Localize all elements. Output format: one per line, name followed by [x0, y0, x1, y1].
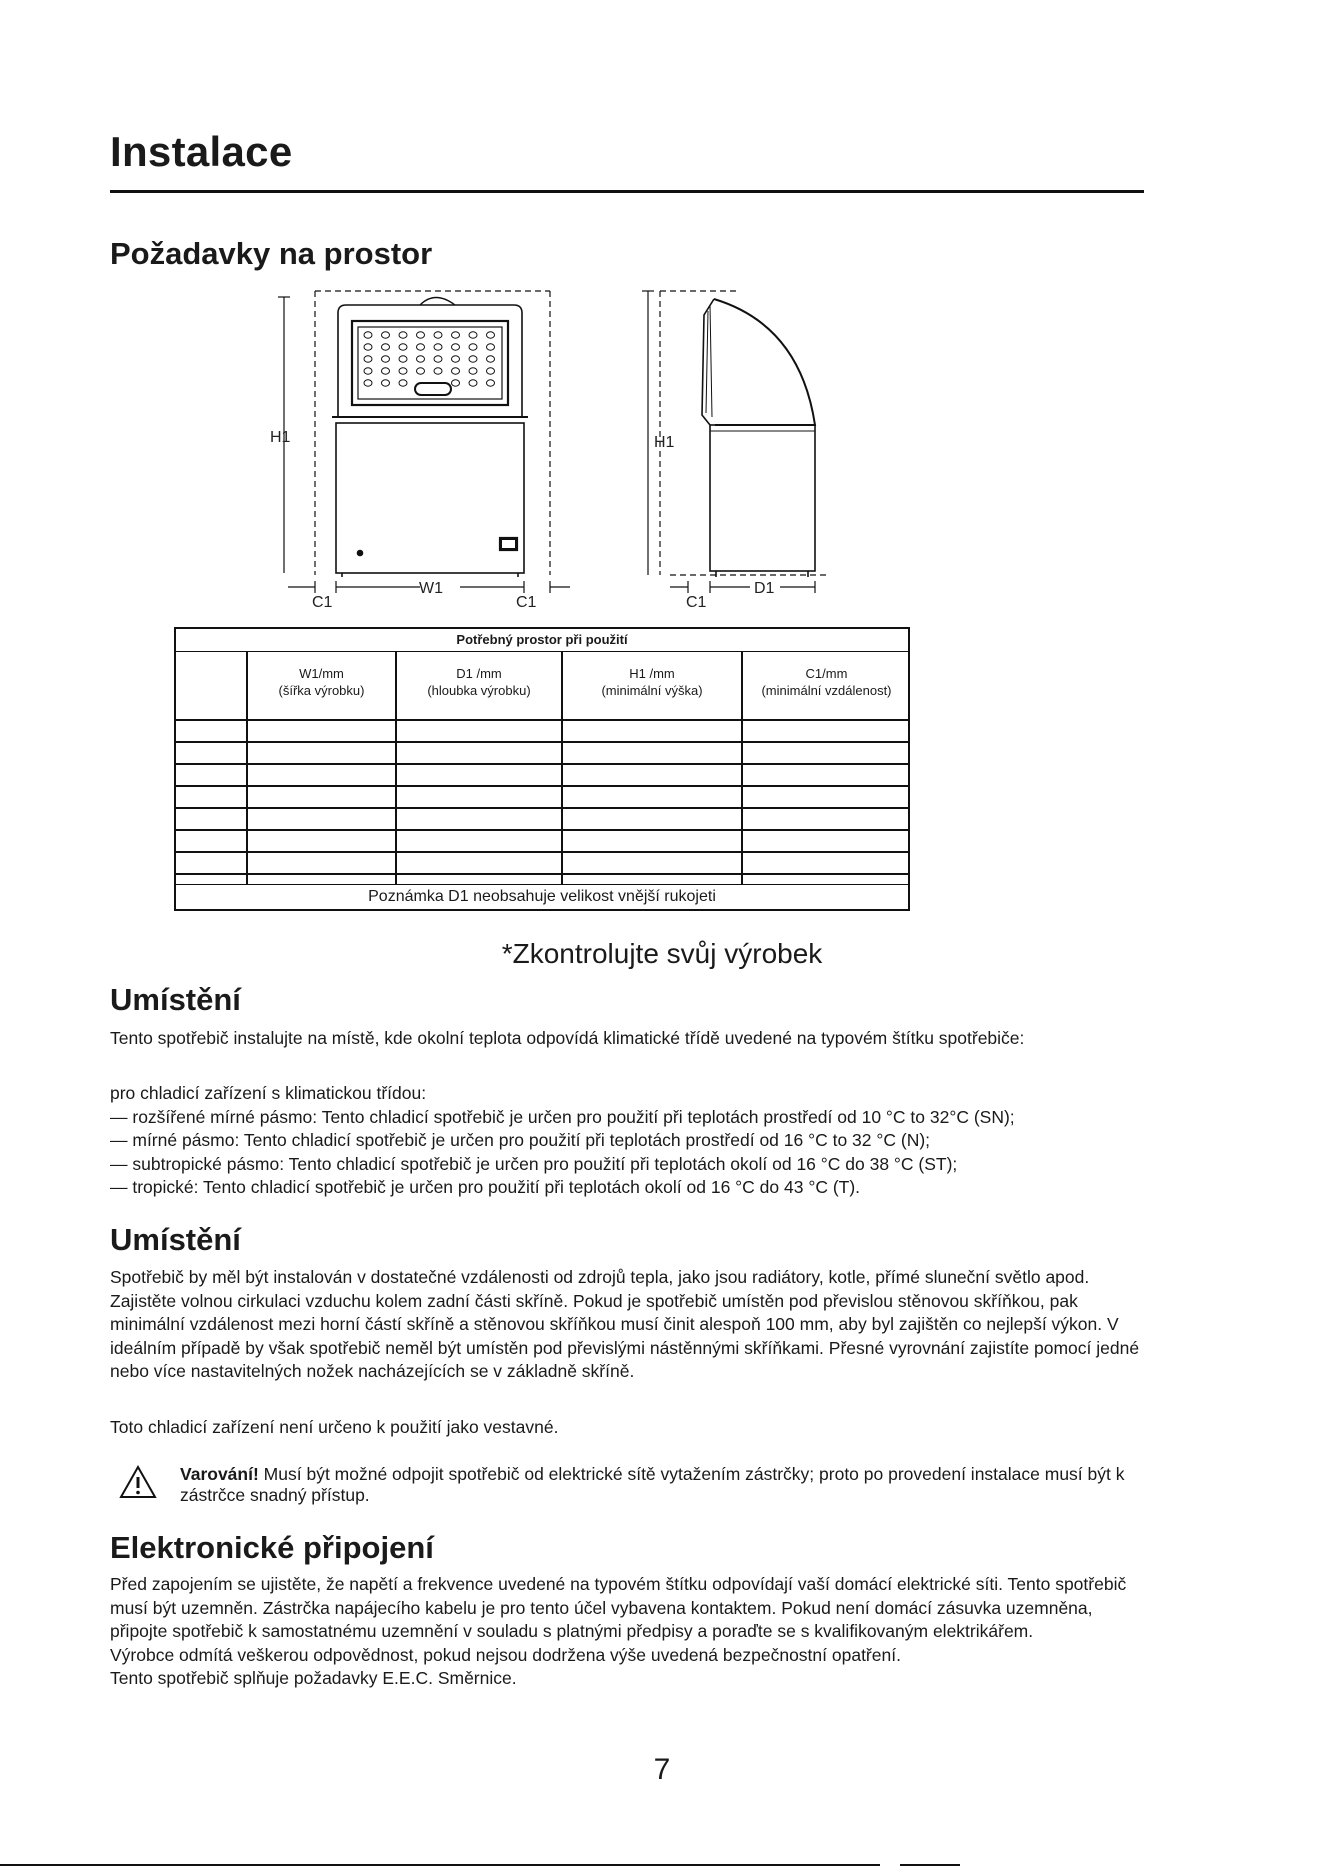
side-clearance-outline [660, 291, 830, 575]
electrical-liability: Výrobce odmítá veškerou odpovědnost, pokud nejsou dodržena výše uvedená bezpečnostní opatření. [110, 1644, 901, 1665]
title-divider [110, 190, 1144, 193]
warning-icon [118, 1464, 158, 1500]
vent-hole [469, 344, 477, 350]
table-column-header [563, 665, 741, 699]
vent-hole [364, 368, 372, 374]
vent-hole [364, 380, 372, 386]
lid-handle [415, 383, 451, 395]
table-column-header [743, 665, 910, 699]
climate-item-t: — tropické: Tento chladicí spotřebič je určen pro použití při teplotách okolí od 16 °C do 43 °C (T). [110, 1177, 861, 1197]
freezer-dimension-diagram [270, 285, 870, 625]
placement-climate-intro: Tento spotřebič instalujte na místě, kde okolní teplota odpovídá klimatické třídě uvedené na typovém štítku spotřebiče: [110, 1028, 1025, 1048]
vent-hole [487, 368, 495, 374]
vent-hole [399, 332, 407, 338]
side-d1-label: D1 [754, 580, 775, 597]
page-number: 7 [653, 1753, 671, 1786]
vent-hole [399, 356, 407, 362]
climate-item-n: — mírné pásmo: Tento chladicí spotřebič je určen pro použití při teplotách prostředí od 16 °C to 32 °C (N); [110, 1130, 931, 1150]
vent-hole [469, 368, 477, 374]
table-row [176, 763, 908, 765]
column-sub-h1: (minimální výška) [601, 683, 703, 698]
side-c1-label: C1 [686, 594, 707, 611]
column-label-c1: C1/mm [805, 666, 848, 681]
table-column-header [397, 665, 561, 699]
side-freezer-body [710, 425, 815, 577]
vent-hole [434, 332, 442, 338]
vent-hole [382, 380, 390, 386]
front-c1-left-label: C1 [312, 594, 333, 611]
electrical-paragraph: Před zapojením se ujistěte, že napětí a frekvence uvedené na typovém štítku odpovídají vaší domácí elektrické síti. Tento spotřebič musí být uzemněn. Zástrčka napájecího kabelu je pro tento účel vybavena kontaktem. Pokud není domácí zásuvka uzemněna, připojte spotřebič k samostatnému uzemnění v souladu s platnými předpisy a poraďte se s kvalifikovaným elektrikářem. [110, 1574, 1127, 1641]
footer-divider [900, 1864, 960, 1866]
placement-climate-heading: Umístění [110, 982, 241, 1017]
side-freezer-lid [702, 299, 815, 425]
climate-item-sn: — rozšířené mírné pásmo: Tento chladicí spotřebič je určen pro použití při teplotách prostředí od 10 °C to 32°C (SN); [110, 1106, 1015, 1127]
vent-hole [469, 356, 477, 362]
front-freezer-body [332, 417, 528, 577]
warning-body: Musí být možné odpojit spotřebič od elektrické sítě vytažením zástrčky; proto po provedení instalace musí být k zástrčce snadný přístup. [180, 1464, 1125, 1505]
vent-hole [399, 380, 407, 386]
table-row [176, 851, 908, 853]
lid-vent-holes [364, 332, 495, 386]
table-column-header [248, 665, 395, 699]
table-title: Potřebný prostor při použití [176, 629, 908, 652]
vent-hole [452, 332, 460, 338]
front-c1-right-label: C1 [516, 594, 537, 611]
vent-hole [382, 344, 390, 350]
vent-hole [417, 344, 425, 350]
vent-hole [399, 344, 407, 350]
vent-hole [452, 368, 460, 374]
vent-hole [434, 356, 442, 362]
table-note: Poznámka D1 neobsahuje velikost vnější rukojeti [176, 884, 908, 909]
vent-hole [364, 332, 372, 338]
vent-hole [382, 332, 390, 338]
warning-message [180, 1464, 1140, 1506]
electrical-connection-text [110, 1573, 1150, 1691]
check-product-note: *Zkontrolujte svůj výrobek [501, 938, 823, 969]
vent-hole [417, 368, 425, 374]
vent-hole [364, 344, 372, 350]
vent-hole [382, 368, 390, 374]
space-requirements-table [174, 627, 910, 911]
column-sub-d1: (hloubka výrobku) [427, 683, 531, 698]
vent-hole [487, 332, 495, 338]
vent-hole [487, 380, 495, 386]
vent-hole [417, 356, 425, 362]
column-label-d1: D1 /mm [456, 666, 502, 681]
placement-location-text: Spotřebič by měl být instalován v dostatečné vzdálenosti od zdrojů tepla, jako jsou radiátory, kotle, přímé sluneční světlo apod. Zajistěte volnou cirkulaci vzduchu kolem zadní části skříně. Pokud je spotřebič umístěn pod převislou stěnovou skříňkou, pak minimální vzdálenost mezi horní částí skříně a stěnovou skříňkou musí činit alespoň 100 mm, aby byl zajištěn co nejlepší výkon. V ideálním případě by však spotřebič neměl být umístěn pod převislými nástěnnými skříňkami. Přesné vyrovnání zajistíte pomocí jedné nebo více nastavitelných nožek nacházejících se v základně skříně. [110, 1267, 1140, 1381]
vent-hole [417, 332, 425, 338]
vent-hole [434, 368, 442, 374]
column-label-w1: W1/mm [299, 666, 344, 681]
electrical-compliance: Tento spotřebič splňuje požadavky E.E.C. Směrnice. [110, 1668, 517, 1688]
climate-item-st: — subtropické pásmo: Tento chladicí spotřebič je určen pro použití při teplotách okolí od 16 °C do 38 °C (ST); [110, 1153, 958, 1174]
vent-hole [469, 380, 477, 386]
table-row [176, 829, 908, 831]
warning-label: Varování! [180, 1464, 259, 1484]
vent-hole [452, 356, 460, 362]
table-row [176, 719, 908, 721]
table-row [176, 785, 908, 787]
placement-location-heading: Umístění [110, 1222, 241, 1257]
side-h1-label: H1 [654, 434, 675, 451]
climate-list-intro: pro chladicí zařízení s klimatickou třídou: [110, 1083, 427, 1103]
column-label-h1: H1 /mm [629, 666, 675, 681]
climate-class-list [110, 1082, 1150, 1200]
vent-hole [452, 380, 460, 386]
vent-hole [469, 332, 477, 338]
table-row [176, 873, 908, 875]
builtin-notice: Toto chladicí zařízení není určeno k použití jako vestavné. [110, 1417, 559, 1437]
vent-hole [434, 344, 442, 350]
footer-divider [0, 1864, 880, 1866]
vent-hole [364, 356, 372, 362]
vent-hole [452, 344, 460, 350]
column-sub-w1: (šířka výrobku) [278, 683, 365, 698]
front-w1-label: W1 [419, 580, 443, 597]
table-row [176, 807, 908, 809]
front-h1-label: H1 [270, 429, 291, 446]
page-title: Instalace [110, 128, 293, 175]
electrical-connection-heading: Elektronické připojení [110, 1530, 434, 1565]
vent-hole [382, 356, 390, 362]
front-clearance-outline [315, 291, 550, 575]
table-row [176, 741, 908, 743]
vent-hole [399, 368, 407, 374]
space-requirements-heading: Požadavky na prostor [110, 236, 433, 271]
vent-hole [487, 356, 495, 362]
vent-hole [487, 344, 495, 350]
column-sub-c1: (minimální vzdálenost) [761, 683, 892, 698]
